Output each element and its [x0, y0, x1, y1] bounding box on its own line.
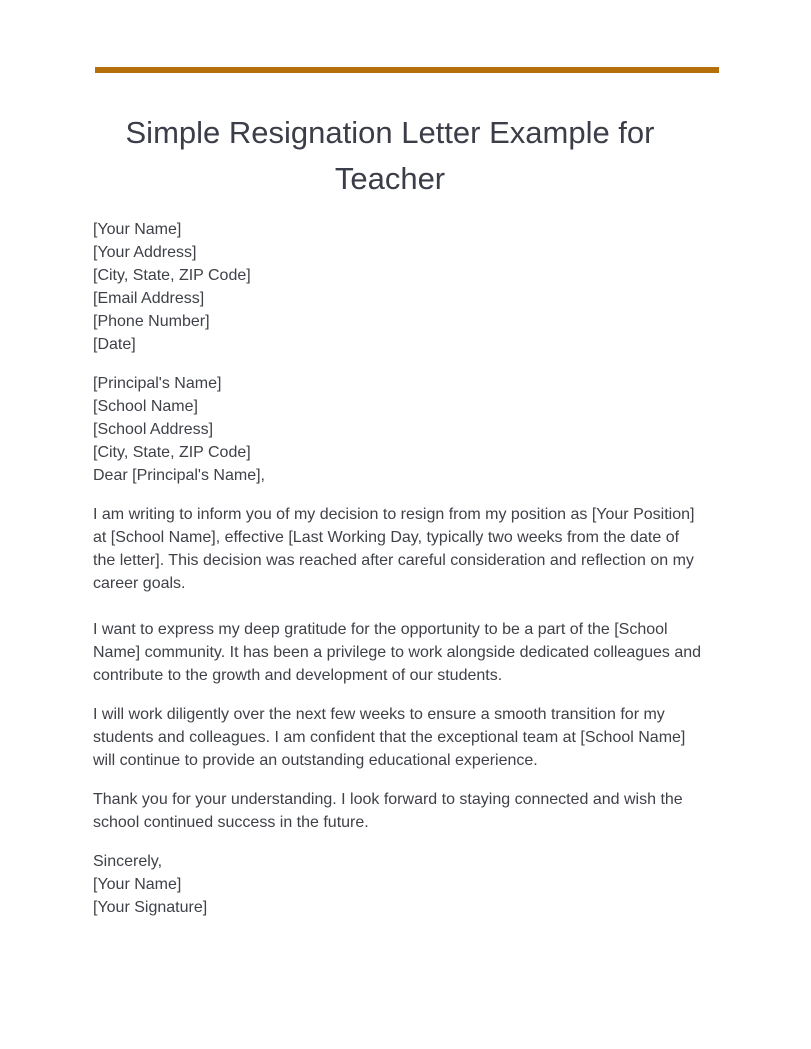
- paragraph-3: I will work diligently over the next few weeks to ensure a smooth transition for my students and colleagues. I am confident that the exceptional team at [School Name] will continue to provide an outstanding educational experience.: [93, 706, 686, 769]
- recipient-line: [School Address]: [93, 421, 214, 438]
- sender-line: [Phone Number]: [93, 313, 210, 330]
- salutation: Dear [Principal's Name],: [93, 467, 265, 484]
- sender-line: [Email Address]: [93, 290, 205, 307]
- sender-line: [City, State, ZIP Code]: [93, 267, 251, 284]
- letter-body: [93, 218, 703, 919]
- recipient-line: [School Name]: [93, 398, 198, 415]
- page-title: Simple Resignation Letter Example for Teacher: [125, 115, 655, 196]
- recipient-block: [93, 372, 703, 487]
- signature-line: [Your Name]: [93, 876, 182, 893]
- sender-line: [Your Name]: [93, 221, 182, 238]
- sender-block: [93, 218, 703, 356]
- paragraph-4: Thank you for your understanding. I look forward to staying connected and wish the school continued success in the future.: [93, 791, 683, 831]
- recipient-line: [City, State, ZIP Code]: [93, 444, 251, 461]
- accent-bar: [95, 67, 719, 73]
- recipient-line: [Principal's Name]: [93, 375, 222, 392]
- sender-line: [Your Address]: [93, 244, 197, 261]
- closing-block: [93, 850, 703, 919]
- closing-line: Sincerely,: [93, 853, 163, 870]
- signature-line: [Your Signature]: [93, 899, 208, 916]
- paragraph-1: I am writing to inform you of my decision to resign from my position as [Your Position] at [School Name], effective [Last Working Day, typically two weeks from the date of the letter]. This decision was reached after careful consideration and reflection on my career goals.: [93, 506, 695, 592]
- sender-line: [Date]: [93, 336, 136, 353]
- paragraph-2: I want to express my deep gratitude for the opportunity to be a part of the [School Name] community. It has been a privilege to work alongside dedicated colleagues and contribute to the growth and development of our students.: [93, 621, 702, 684]
